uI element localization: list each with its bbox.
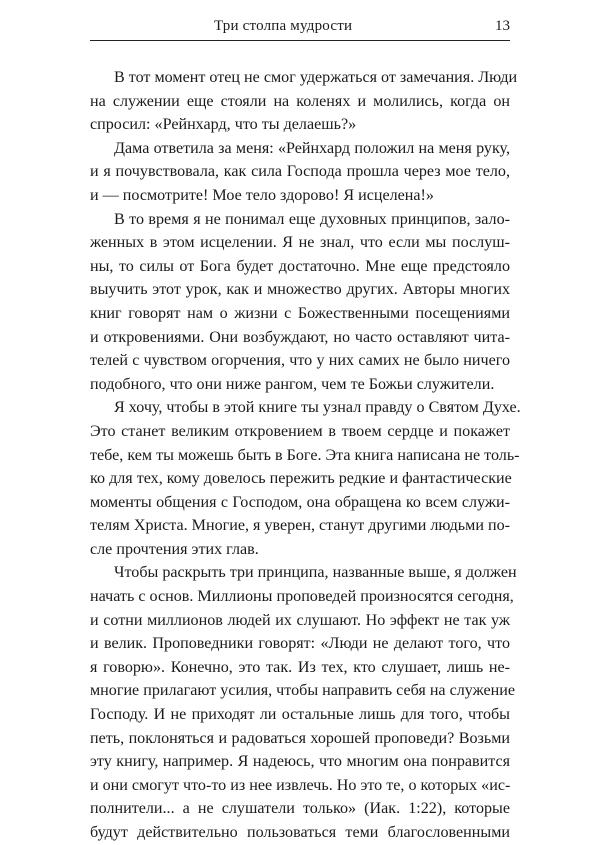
text-line: Я хочу, чтобы в этой книге ты узнал правду о Святом Духе. — [114, 399, 521, 417]
text-line: моменты общения с Господом, она обращена ко всем служи- — [90, 493, 510, 511]
text-line: телей с чувством огорчения, что у них самих не было ничего — [90, 352, 510, 370]
text-line: и они смогут что-то из нее извлечь. Но это те, о которых «ис- — [90, 776, 511, 794]
text-line: выучить этот урок, как и множество других. Авторы многих — [90, 281, 510, 299]
text-line: Это станет великим откровением в твоем сердце и покажет — [90, 422, 510, 440]
text-line: и откровениями. Они возбуждают, но часто оставляют чита- — [90, 328, 510, 346]
text-line: тебе, кем ты можешь быть в Боге. Эта книга написана не толь- — [90, 446, 520, 464]
text-line: и сотни миллионов людей их слушают. Но эффект не так уж — [90, 611, 510, 629]
text-line: начать с основ. Миллионы проповедей произносятся сегодня, — [90, 588, 514, 606]
text-line: Дама ответила за меня: «Рейнхард положил на меня руку, — [114, 139, 510, 157]
page-number: 13 — [495, 18, 510, 34]
paragraph — [90, 66, 518, 137]
text-line: эту книгу, например. Я надеюсь, что многим она понравится — [90, 753, 510, 771]
text-line: сле прочтения этих глав. — [90, 540, 259, 558]
paragraph — [90, 396, 521, 561]
text-line: Чтобы раскрыть три принципа, названные выше, я должен — [114, 564, 517, 582]
text-line: многие прилагают усилия, чтобы направить себя на служение — [90, 682, 516, 700]
text-line: и — посмотрите! Мое тело здорово! Я исцелена!» — [90, 186, 434, 204]
paragraph — [90, 561, 517, 844]
text-line: ны, то силы от Бога будет достаточно. Мне еще предстояло — [90, 257, 510, 275]
text-line: женных в этом исцелении. Я не знал, что если мы послуш- — [90, 234, 510, 252]
text-line: В тот момент отец не смог удержаться от замечания. Люди — [114, 69, 518, 86]
text-line: телям Христа. Многие, я уверен, станут другими людьми по- — [90, 517, 510, 535]
text-line: я говорю». Конечно, это так. Из тех, кто слушает, лишь не- — [90, 658, 510, 676]
text-line: ко для тех, кому довелось пережить редкие и фантастические — [90, 470, 512, 488]
paragraph — [90, 137, 510, 208]
paragraph — [90, 208, 510, 397]
text-line: на служении еще стояли на коленях и молились, когда он — [90, 92, 510, 110]
text-line: книг говорят нам о жизни с Божественными посещениями — [90, 304, 510, 322]
text-line: петь, поклоняться и радоваться хорошей проповеди? Возьми — [90, 729, 510, 747]
text-line: спросил: «Рейнхард, что ты делаешь?» — [90, 116, 357, 134]
text-line: и я почувствовала, как сила Господа прошла через мое тело, — [90, 163, 510, 181]
running-header — [90, 14, 510, 41]
text-line: подобного, что они ниже рангом, чем те Божьи служители. — [90, 375, 495, 393]
text-line: В то время я не понимал еще духовных принципов, зало- — [114, 210, 510, 228]
text-line: Господу. И не приходят ли остальные лишь для того, чтобы — [90, 706, 510, 724]
text-line: и велик. Проповедники говорят: «Люди не делают того, что — [90, 635, 510, 653]
text-line: полнители... а не слушатели только» (Иак. 1:22), которые — [90, 800, 510, 818]
text-line: будут действительно пользоваться теми благословенными — [90, 824, 510, 841]
running-title: Три столпа мудрости — [214, 18, 353, 34]
body-text — [90, 66, 521, 845]
